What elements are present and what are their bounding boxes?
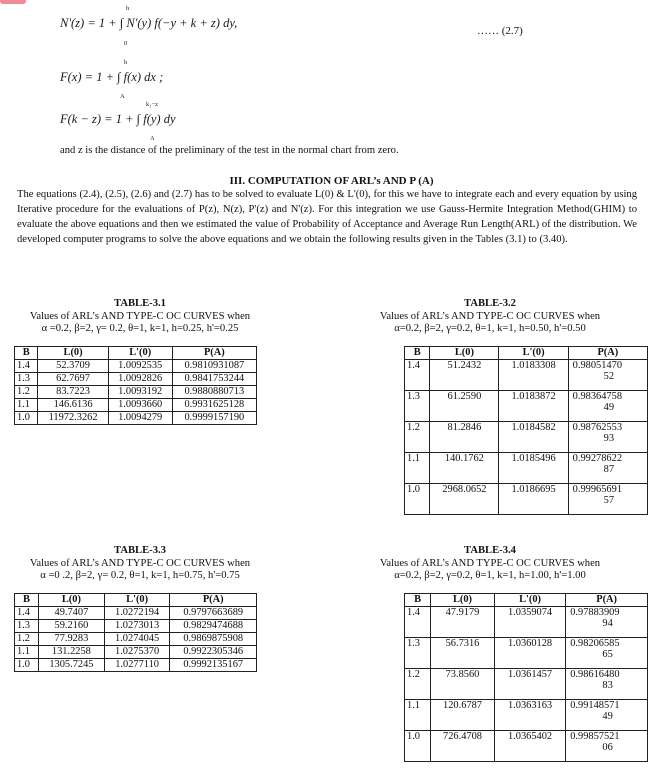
table-row: [15, 659, 257, 672]
table-cell: 1.0359074: [494, 606, 565, 637]
column-header: L'(0): [499, 347, 568, 360]
table-cell: 1.0275370: [104, 646, 170, 659]
table-header-row: [15, 347, 257, 360]
table-cell: 1.0365402: [494, 730, 565, 761]
pa-value-line-1: 0.98762553: [572, 421, 623, 433]
section-heading: III. COMPUTATION OF ARL’s AND P (A): [229, 175, 434, 187]
table-3-3-title: [0, 545, 280, 583]
pa-value-line-1: 0.99278622: [572, 452, 623, 464]
pa-value-line-2: 94: [602, 618, 613, 629]
table-row: [15, 633, 257, 646]
table-cell: [568, 359, 647, 390]
table-cell: 1.1: [15, 399, 38, 412]
column-header: L(0): [431, 594, 495, 607]
table-cell: 1.0: [405, 730, 431, 761]
body-text-distance: and z is the distance of the preliminary of the test in the normal chart from zero.: [60, 145, 399, 156]
table-cell: 1.0093660: [108, 399, 172, 412]
table-name: TABLE-3.2: [464, 298, 516, 309]
pa-value-line-1: 0.98051470: [572, 359, 623, 371]
table-cell: [566, 730, 648, 761]
table-row: [15, 360, 257, 373]
table-name: TABLE-3.1: [114, 298, 166, 309]
table-cell: 1.4: [405, 606, 431, 637]
table-row: [405, 421, 648, 452]
table-cell: 2968.0652: [430, 483, 499, 514]
table-row: [405, 699, 648, 730]
table-cell: 1.0092826: [108, 373, 172, 386]
pa-value-line-2: 49: [603, 402, 615, 413]
table-cell: 1.3: [405, 637, 431, 668]
table-row: [15, 399, 257, 412]
table-row: [15, 607, 257, 620]
table-3-2: [404, 346, 648, 515]
pa-value-line-2: 52: [603, 371, 615, 382]
table-row: [15, 620, 257, 633]
pa-value-line-1: 0.99148571: [570, 699, 620, 711]
table-header-row: [15, 594, 257, 607]
table-row: [15, 646, 257, 659]
table-cell: 1.0: [405, 483, 430, 514]
column-header: B: [405, 594, 431, 607]
table-cell: 1.0093192: [108, 386, 172, 399]
table-params: α=0.2, β=2, γ=0.2, θ=1, k=1, h=1.00, h'=1.00: [394, 570, 586, 581]
table-cell: 0.9922305346: [170, 646, 257, 659]
column-header: L'(0): [108, 347, 172, 360]
table-name: TABLE-3.4: [464, 545, 516, 556]
table-cell: 1.4: [15, 607, 39, 620]
pa-value-line-2: 87: [603, 464, 615, 475]
table-cell: [566, 637, 648, 668]
table-row: [15, 386, 257, 399]
pa-value-line-1: 0.98206585: [570, 637, 620, 649]
table-cell: 1.1: [15, 646, 39, 659]
table-3-4-title: [335, 545, 645, 583]
table-cell: 1.0272194: [104, 607, 170, 620]
table-cell: 1.0094279: [108, 412, 172, 425]
table-row: [405, 483, 648, 514]
table-cell: 47.9179: [431, 606, 495, 637]
column-header: L(0): [430, 347, 499, 360]
pa-value-line-1: 0.98364758: [572, 390, 623, 402]
table-caption: Values of ARL’s AND TYPE-C OC CURVES when: [29, 310, 251, 322]
equation-number: …… (2.7): [477, 25, 523, 37]
pa-value-line-2: 49: [602, 711, 613, 722]
table-cell: 51.2432: [430, 359, 499, 390]
table-cell: [568, 390, 647, 421]
table-cell: 1.2: [405, 668, 431, 699]
table-cell: 1.0273013: [104, 620, 170, 633]
column-header: P(A): [568, 347, 647, 360]
table-cell: 1.0: [15, 659, 39, 672]
table-row: [405, 637, 648, 668]
table-cell: 56.7316: [431, 637, 495, 668]
pa-value-line-2: 83: [602, 680, 613, 691]
table-cell: [568, 452, 647, 483]
table-cell: 62.7697: [38, 373, 108, 386]
table-3-3: [14, 593, 257, 672]
equation-f-x: F(x) = 1 + ∫ f(x) dx ;: [60, 70, 164, 84]
table-cell: 140.1762: [430, 452, 499, 483]
column-header: L'(0): [494, 594, 565, 607]
table-row: [15, 373, 257, 386]
column-header: B: [405, 347, 430, 360]
table-row: [405, 730, 648, 761]
column-header: P(A): [566, 594, 648, 607]
table-cell: 1.3: [405, 390, 430, 421]
equation-n-prime: N'(z) = 1 + ∫ N'(y) f(−y + k + z) dy,: [60, 16, 238, 30]
table-cell: 52.3709: [38, 360, 108, 373]
pa-value-line-1: 0.99965691: [572, 483, 623, 495]
table-cell: 0.9810931087: [172, 360, 256, 373]
table-cell: 1.0183308: [499, 359, 568, 390]
table-cell: 1.0277110: [104, 659, 170, 672]
pa-value-line-1: 0.97883909: [570, 606, 620, 618]
pa-value-line-1: 0.98616480: [570, 668, 620, 680]
table-3-1-title: [0, 298, 280, 336]
table-cell: 1.0361457: [494, 668, 565, 699]
table-cell: 0.9829474688: [170, 620, 257, 633]
table-params: α=0.2, β=2, γ=0.2, θ=1, k=1, h=0.50, h'=0.50: [394, 323, 586, 334]
table-params: α =0.2, β=2, γ= 0.2, θ=1, k=1, h=0.25, h'=0.25: [41, 323, 239, 334]
table-cell: 1.0184582: [499, 421, 568, 452]
table-cell: 1.4: [405, 359, 430, 390]
column-header: L(0): [39, 594, 105, 607]
table-cell: 1.1: [405, 699, 431, 730]
table-cell: 1.1: [405, 452, 430, 483]
table-cell: 146.6136: [38, 399, 108, 412]
table-cell: 0.9797663689: [170, 607, 257, 620]
table-row: [15, 412, 257, 425]
pa-value-line-2: 93: [603, 433, 615, 444]
table-cell: 1.0274045: [104, 633, 170, 646]
table-cell: [566, 699, 648, 730]
table-cell: 1.0360128: [494, 637, 565, 668]
table-cell: 0.9869875908: [170, 633, 257, 646]
table-caption: Values of ARL’s AND TYPE-C OC CURVES when: [379, 557, 601, 569]
pa-value-line-2: 06: [602, 742, 613, 753]
table-cell: 61.2590: [430, 390, 499, 421]
table-3-2-title: [335, 298, 645, 336]
table-cell: 1305.7245: [39, 659, 105, 672]
table-caption: Values of ARL’s AND TYPE-C OC CURVES when: [379, 310, 601, 322]
table-cell: [568, 483, 647, 514]
table-params: α =0 .2, β=2, γ= 0.2, θ=1, k=1, h=0.75, h'=0.75: [40, 570, 240, 581]
table-cell: 1.0185496: [499, 452, 568, 483]
table-cell: [568, 421, 647, 452]
column-header: P(A): [170, 594, 257, 607]
table-cell: 83.7223: [38, 386, 108, 399]
table-cell: 0.9999157190: [172, 412, 256, 425]
table-cell: 1.0183872: [499, 390, 568, 421]
table-cell: 120.6787: [431, 699, 495, 730]
table-cell: 1.2: [15, 633, 39, 646]
pa-value-line-2: 57: [603, 495, 615, 506]
journal-logo: [0, 0, 26, 4]
pa-value-line-1: 0.99857521: [570, 730, 620, 742]
table-cell: 1.3: [15, 620, 39, 633]
table-header-row: [405, 347, 648, 360]
table-cell: 73.8560: [431, 668, 495, 699]
table-cell: 1.2: [15, 386, 38, 399]
table-cell: 1.0: [15, 412, 38, 425]
table-row: [405, 668, 648, 699]
table-cell: 1.3: [15, 373, 38, 386]
column-header: L(0): [38, 347, 108, 360]
pa-value-line-2: 65: [602, 649, 613, 660]
table-3-4: [404, 593, 648, 762]
table-cell: 77.9283: [39, 633, 105, 646]
table-cell: 1.0186695: [499, 483, 568, 514]
table-cell: 0.9841753244: [172, 373, 256, 386]
table-cell: 1.2: [405, 421, 430, 452]
table-cell: 1.4: [15, 360, 38, 373]
table-cell: 0.9992135167: [170, 659, 257, 672]
table-row: [405, 606, 648, 637]
column-header: L'(0): [104, 594, 170, 607]
table-cell: 1.0363163: [494, 699, 565, 730]
table-cell: 59.2160: [39, 620, 105, 633]
table-cell: 1.0092535: [108, 360, 172, 373]
table-cell: 131.2258: [39, 646, 105, 659]
equation-f-k-minus-z: F(k − z) = 1 + ∫ f(y) dy: [60, 112, 176, 126]
table-cell: 726.4708: [431, 730, 495, 761]
table-cell: 0.9880880713: [172, 386, 256, 399]
column-header: B: [15, 347, 38, 360]
body-text-computation: The equations (2.4), (2.5), (2.6) and (2.7) has to be solved to evaluate L(0) & L'(0), for this we have to integrate each and every equation by using Iterative procedure for the evaluations of P(z), N(z), P'(z) and N'(z). For this integration we use Gauss-Hermite Integration Method(GHIM) to evaluate the above equations and then we estimated the value of Probability of Acceptance and Average Run Length(ARL) of the distribution. We developed computer programs to solve the above equations and we obtain the following results given in the Tables (3.1) to (3.40).: [17, 189, 637, 245]
table-row: [405, 359, 648, 390]
column-header: P(A): [172, 347, 256, 360]
table-name: TABLE-3.3: [114, 545, 166, 556]
table-cell: 81.2846: [430, 421, 499, 452]
table-cell: [566, 668, 648, 699]
table-caption: Values of ARL’s AND TYPE-C OC CURVES when: [29, 557, 251, 569]
table-3-1: [14, 346, 257, 425]
table-header-row: [405, 594, 648, 607]
column-header: B: [15, 594, 39, 607]
table-row: [405, 452, 648, 483]
table-cell: 49.7407: [39, 607, 105, 620]
table-cell: 0.9931625128: [172, 399, 256, 412]
table-row: [405, 390, 648, 421]
table-cell: [566, 606, 648, 637]
table-cell: 11972.3262: [38, 412, 108, 425]
